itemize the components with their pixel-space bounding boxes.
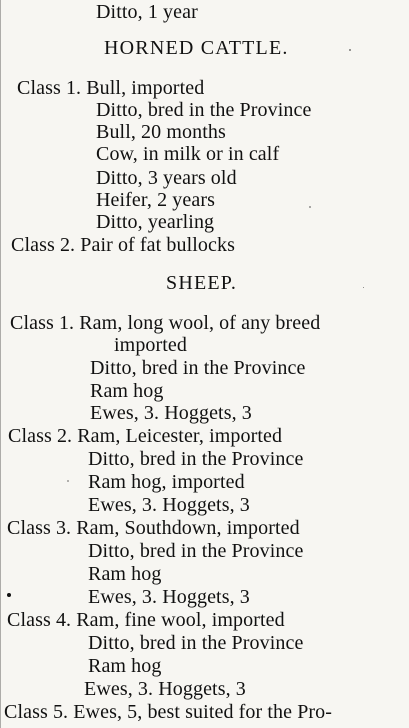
ink-speck bbox=[349, 49, 351, 51]
sheep-line-13: Ewes, 3. Hoggets, 3 bbox=[88, 586, 250, 608]
sheep-line-6: Class 2. Ram, Leicester, imported bbox=[8, 425, 283, 447]
ink-speck bbox=[363, 287, 364, 288]
cattle-line-4: Cow, in milk or in calf bbox=[96, 143, 280, 165]
ink-speck bbox=[309, 206, 311, 208]
sheep-line-3: Ditto, bred in the Province bbox=[90, 357, 306, 379]
section-heading-horned-cattle: HORNED CATTLE. bbox=[104, 37, 289, 59]
sheep-line-15: Ditto, bred in the Province bbox=[88, 632, 304, 654]
ink-speck bbox=[67, 480, 69, 482]
sheep-line-18: Class 5. Ewes, 5, best suited for the Pro- bbox=[4, 701, 333, 723]
sheep-line-10: Class 3. Ram, Southdown, imported bbox=[7, 517, 300, 539]
sheep-line-14: Class 4. Ram, fine wool, imported bbox=[7, 609, 285, 631]
cattle-line-7: Ditto, yearling bbox=[96, 211, 215, 233]
section-heading-sheep: SHEEP. bbox=[166, 272, 238, 294]
sheep-line-5: Ewes, 3. Hoggets, 3 bbox=[90, 402, 252, 424]
cattle-line-5: Ditto, 3 years old bbox=[96, 167, 237, 189]
sheep-line-11: Ditto, bred in the Province bbox=[88, 540, 304, 562]
sheep-line-12: Ram hog bbox=[88, 563, 162, 585]
sheep-line-4: Ram hog bbox=[90, 380, 164, 402]
sheep-line-9: Ewes, 3. Hoggets, 3 bbox=[88, 494, 250, 516]
ink-speck bbox=[7, 593, 11, 597]
cattle-line-2: Ditto, bred in the Province bbox=[96, 99, 312, 121]
sheep-line-2: imported bbox=[114, 334, 188, 356]
top-line: Ditto, 1 year bbox=[96, 1, 198, 23]
sheep-line-17: Ewes, 3. Hoggets, 3 bbox=[84, 678, 246, 700]
left-border-rule bbox=[0, 0, 1, 728]
cattle-line-8: Class 2. Pair of fat bullocks bbox=[11, 234, 235, 256]
sheep-line-8: Ram hog, imported bbox=[88, 471, 245, 493]
sheep-line-16: Ram hog bbox=[88, 655, 162, 677]
sheep-line-7: Ditto, bred in the Province bbox=[88, 448, 304, 470]
cattle-line-6: Heifer, 2 years bbox=[96, 189, 215, 211]
cattle-line-3: Bull, 20 months bbox=[96, 121, 226, 143]
cattle-line-1: Class 1. Bull, imported bbox=[17, 77, 205, 99]
sheep-line-1: Class 1. Ram, long wool, of any breed bbox=[10, 312, 321, 334]
